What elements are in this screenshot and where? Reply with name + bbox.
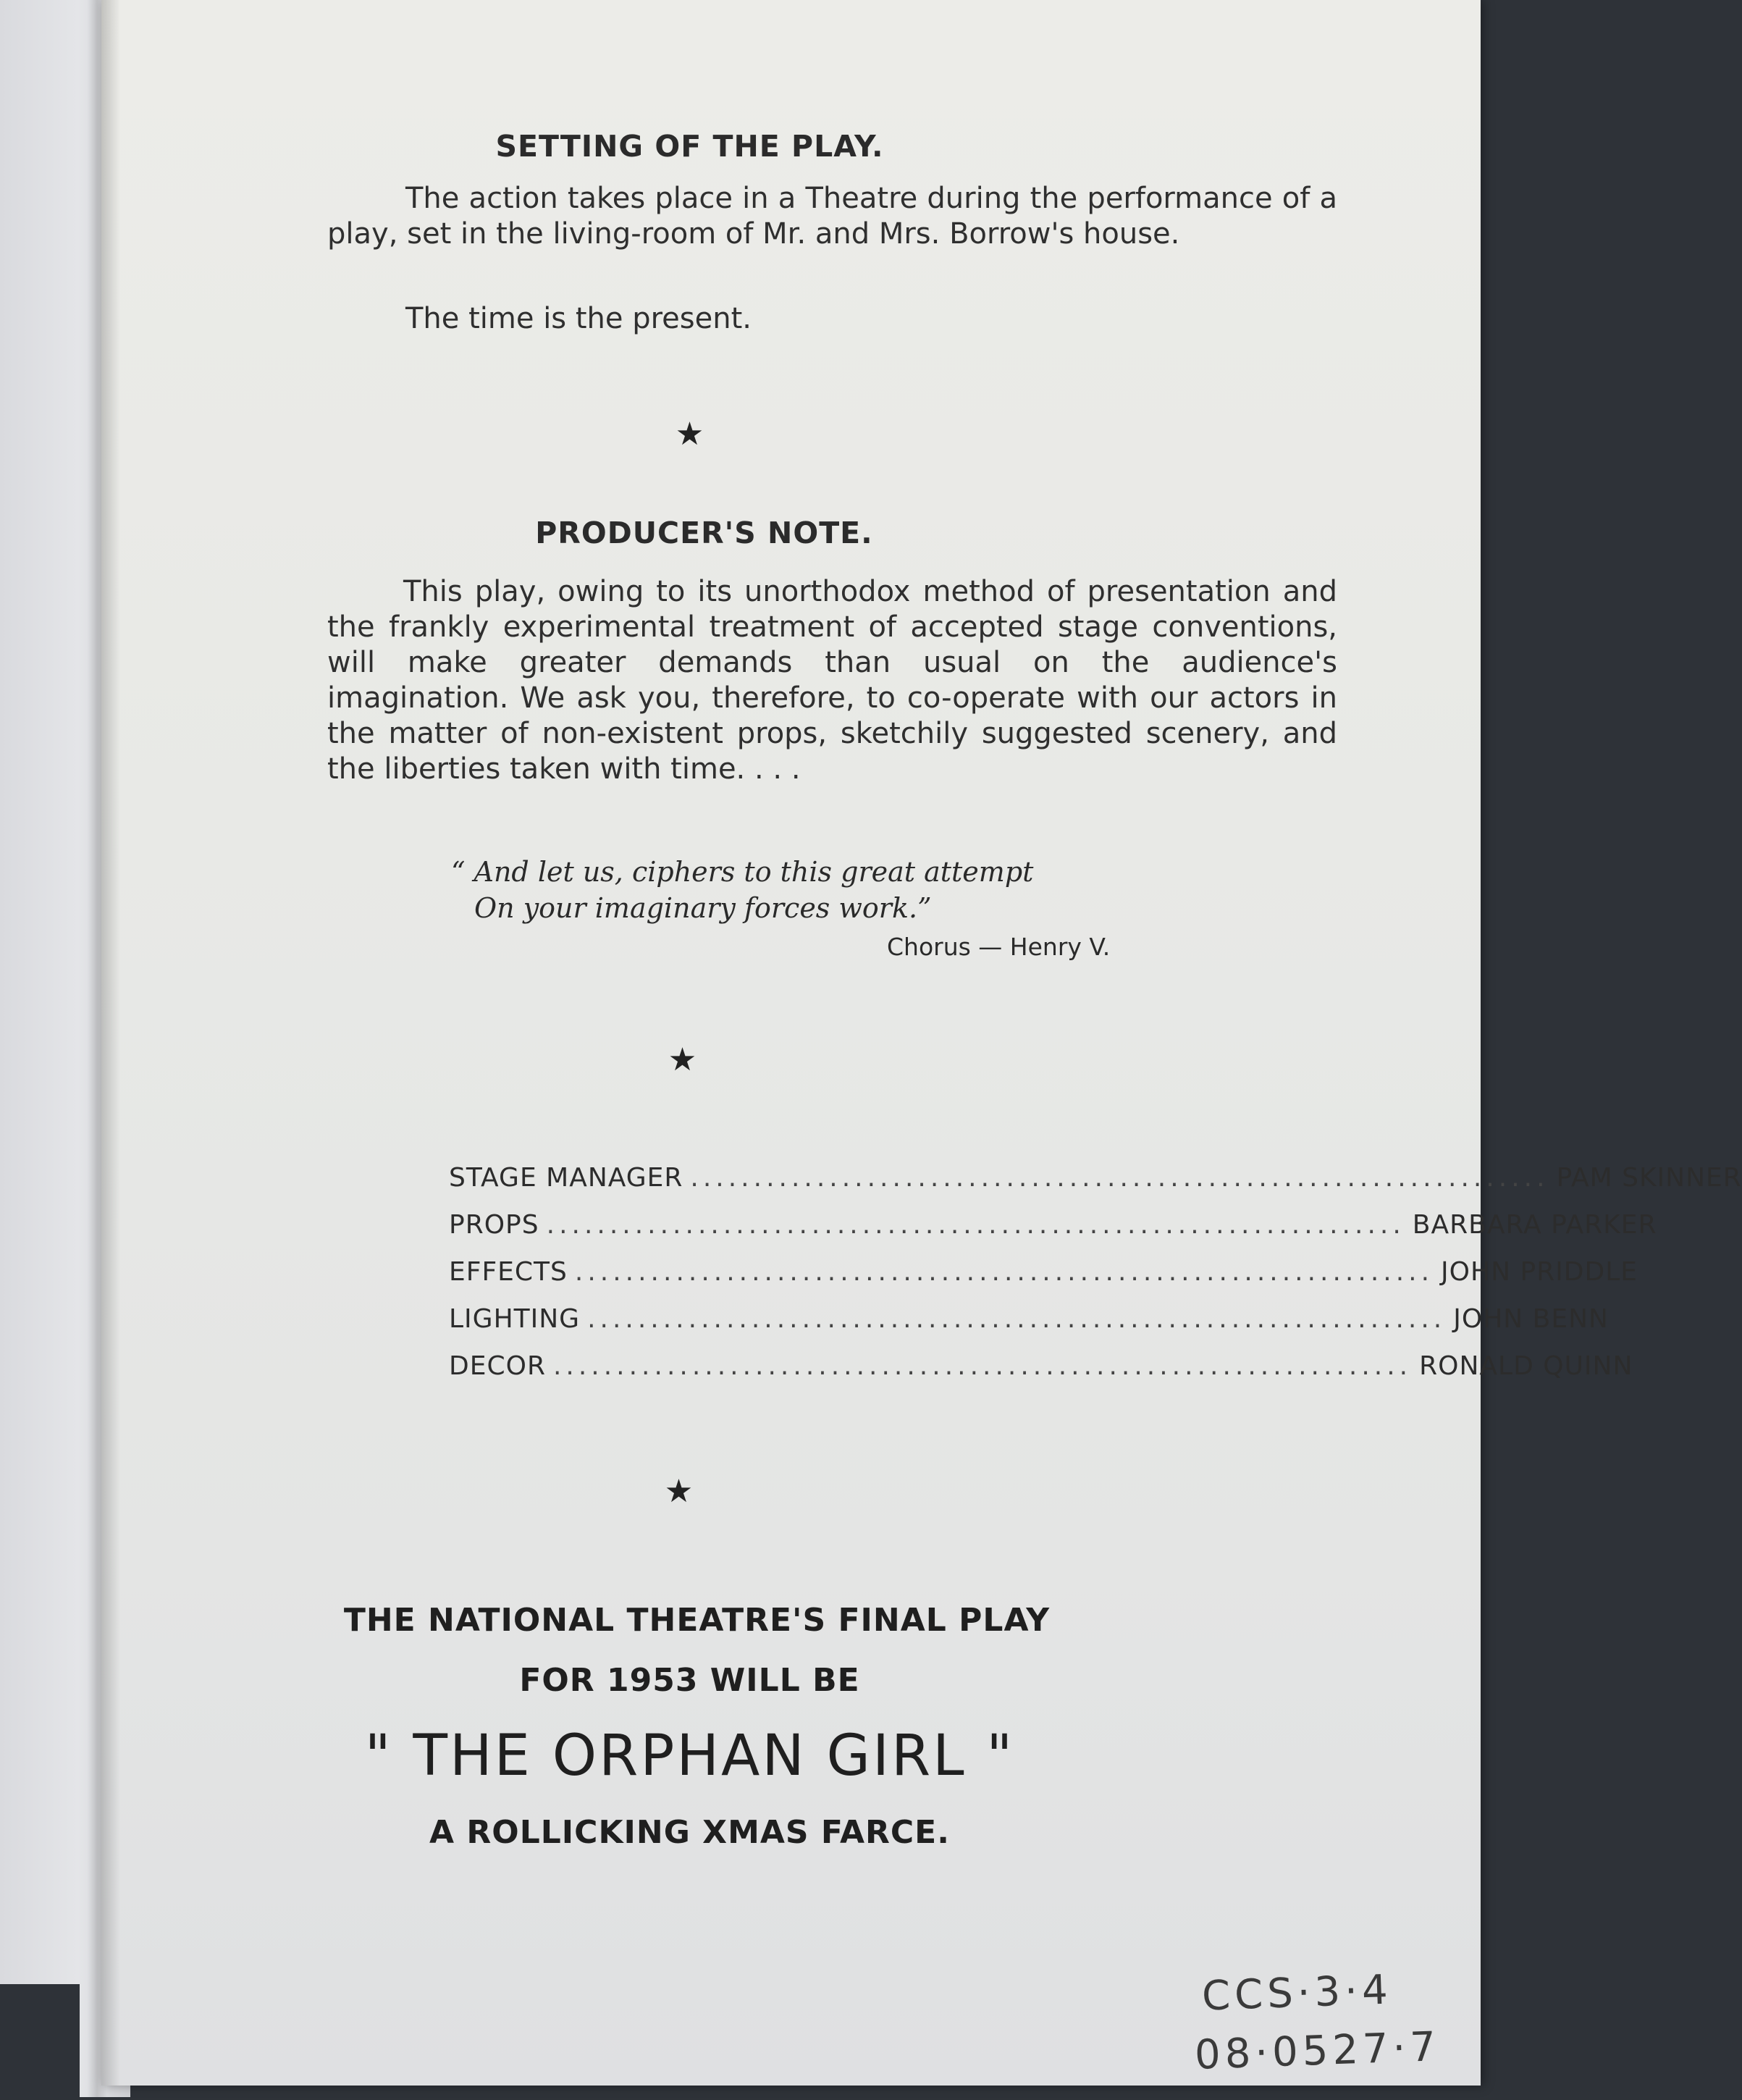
credit-name: PAM SKINNER [1556,1163,1742,1193]
credit-role: LIGHTING [449,1304,581,1334]
credit-name: BARBARA PARKER [1412,1210,1657,1240]
quote-line-2: On your imaginary forces work.” [474,892,932,924]
credit-role: PROPS [449,1210,539,1240]
credit-row [449,1304,1609,1334]
credit-row [449,1163,1742,1193]
quote-line-1: “ And let us, ciphers to this great attempt [451,856,1034,888]
quote-attribution: Chorus — Henry V. [887,933,1111,961]
credit-role: EFFECTS [449,1257,568,1287]
star-separator: ★ [675,416,704,453]
credit-row [449,1257,1638,1287]
promo-line-1: THE NATIONAL THEATRE'S FINAL PLAY [343,1602,1051,1639]
credit-name: JOHN BENN [1453,1304,1609,1334]
producers-note-paragraph: This play, owing to its unorthodox method of presentation and the frankly experimental treatment of accepted stage conventions, will make greater demands than usual on the audience's imagination. We ask you, therefore, to co-operate with our actors in the matter of non-existent props, sketchily suggested scenery, and the liberties taken with time. . . . [327,575,1337,786]
leader-dots: .................................................................... [587,1304,1447,1334]
fold-shadow [101,0,120,2086]
credit-name: JOHN PRIDDLE [1441,1257,1638,1287]
leader-dots: .................................................................... [546,1210,1405,1240]
setting-time-paragraph: The time is the present. [405,302,752,335]
promo-play-title: " THE ORPHAN GIRL " [364,1723,1015,1789]
star-separator: ★ [664,1473,694,1510]
leader-dots: .................................................................... [552,1351,1413,1381]
torn-corner [0,1984,80,2100]
handwritten-accession-line-1: CCS·3·4 [1200,1966,1393,2020]
promo-line-2: FOR 1953 WILL BE [519,1662,860,1699]
leader-dots: .................................................................... [574,1257,1434,1287]
star-separator: ★ [668,1041,697,1078]
setting-heading: SETTING OF THE PLAY. [495,129,884,164]
programme-page [101,0,1742,2086]
credit-role: STAGE MANAGER [449,1163,683,1193]
producers-note-heading: PRODUCER'S NOTE. [535,516,873,550]
leader-dots: .................................................................... [690,1163,1549,1193]
credit-name: RONALD QUINN [1419,1351,1633,1381]
handwritten-accession-line-2: 08·0527·7 [1193,2023,1442,2079]
promo-subtitle: A ROLLICKING XMAS FARCE. [429,1814,950,1851]
credit-row [449,1351,1633,1381]
credit-row [449,1210,1657,1240]
setting-paragraph: The action takes place in a Theatre during the performance of a play, set in the living-room of Mr. and Mrs. Borrow's house. [327,182,1337,251]
credit-role: DECOR [449,1351,546,1381]
